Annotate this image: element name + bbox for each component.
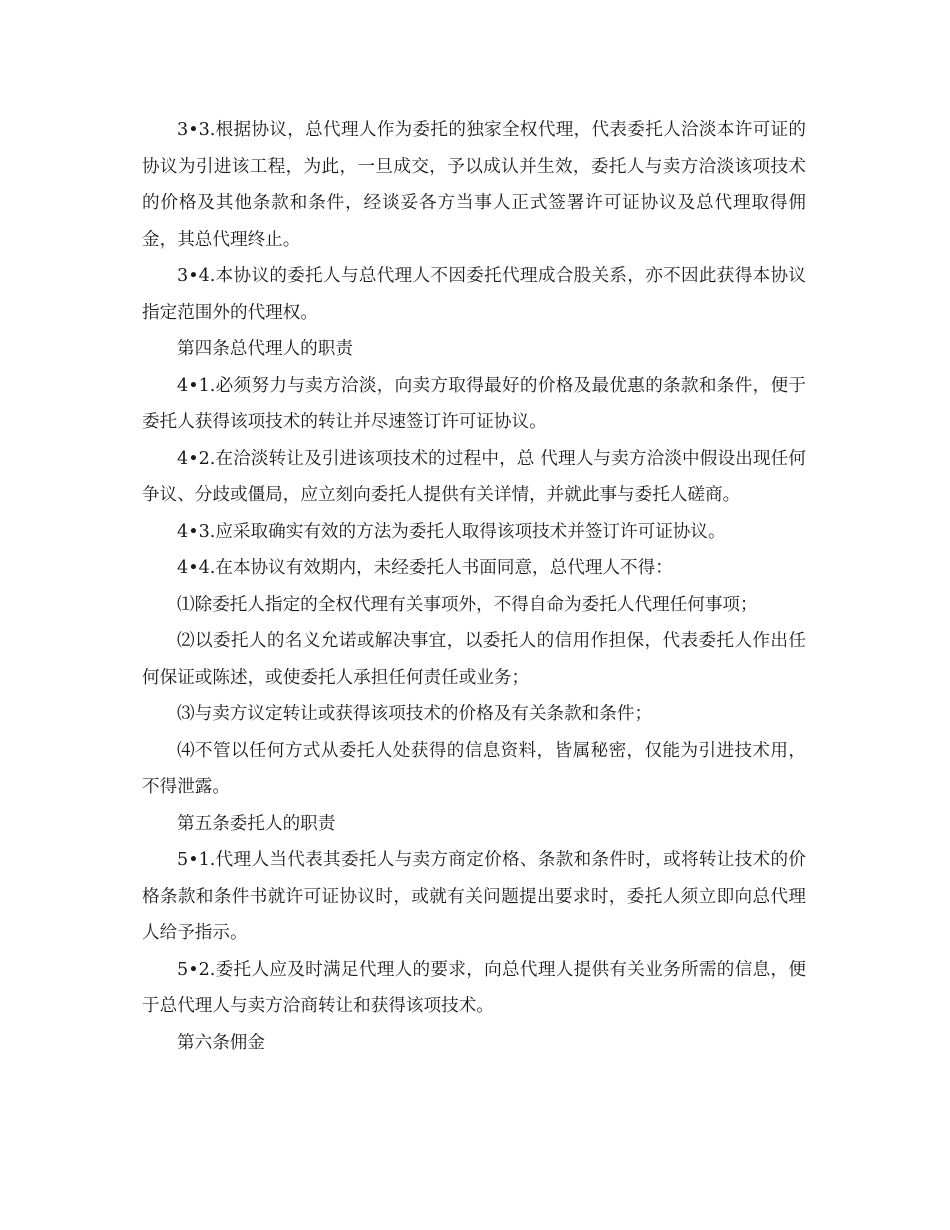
- clause-5-2: 5•2.委托人应及时满足代理人的要求，向总代理人提供有关业务所需的信息，便于总代理人与卖方洽商转让和获得该项技术。: [142, 959, 806, 1016]
- clause-4-2: 4•2.在洽淡转让及引进该项技术的过程中，总 代理人与卖方洽淡中假设出现任何争议、分歧或僵局，应立刻向委托人提供有关详情，并就此事与委托人磋商。: [142, 448, 806, 505]
- clause-3-4: 3•4.本协议的委托人与总代理人不因委托代理成合股关系，亦不因此获得本协议指定范围外的代理权。: [142, 266, 806, 323]
- clause-3-3: 3•3.根据协议，总代理人作为委托的独家全权代理，代表委托人洽淡本许可证的协议为引进该工程，为此，一旦成交，予以成认并生效，委托人与卖方洽淡该项技术的价格及其他条款和条件，经谈妥各方当事人正式签署许可证协议及总代理取得佣金，其总代理终止。: [142, 120, 806, 250]
- article-5-heading: 第五条委托人的职责: [177, 813, 336, 834]
- article-4-heading: 第四条总代理人的职责: [177, 339, 353, 359]
- clause-4-3: 4•3.应采取确实有效的方法为委托人取得该项技术并签订许可证协议。: [177, 521, 726, 542]
- clause-5-1: 5•1.代理人当代表其委托人与卖方商定价格、条款和条件时，或将转让技术的价格条款和条件书就许可证协议时，或就有关问题提出要求时，委托人须立即向总代理人给予指示。: [142, 850, 806, 943]
- clause-4-4-item-4: ⑷不管以任何方式从委托人处获得的信息资料，皆属秘密，仅能为引进技术用，不得泄露。: [142, 740, 806, 797]
- document-body: [142, 112, 806, 1061]
- clause-4-4-item-2: ⑵以委托人的名义允诺或解决事宜，以委托人的信用作担保，代表委托人作出任何保证或陈述，或使委托人承担任何责任或业务；: [142, 631, 806, 688]
- clause-4-4-item-3: ⑶与卖方议定转让或获得该项技术的价格及有关条款和条件；: [177, 704, 653, 724]
- clause-4-1: 4•1.必须努力与卖方洽淡，向卖方取得最好的价格及最优惠的条款和条件，便于委托人获得该项技术的转让并尽速签订许可证协议。: [142, 375, 806, 432]
- clause-4-4: 4•4.在本协议有效期内，未经委托人书面同意，总代理人不得：: [177, 558, 673, 578]
- clause-4-4-item-1: ⑴除委托人指定的全权代理有关事项外，不得自命为委托人代理任何事项；: [177, 594, 758, 615]
- article-6-heading: 第六条佣金: [177, 1032, 265, 1053]
